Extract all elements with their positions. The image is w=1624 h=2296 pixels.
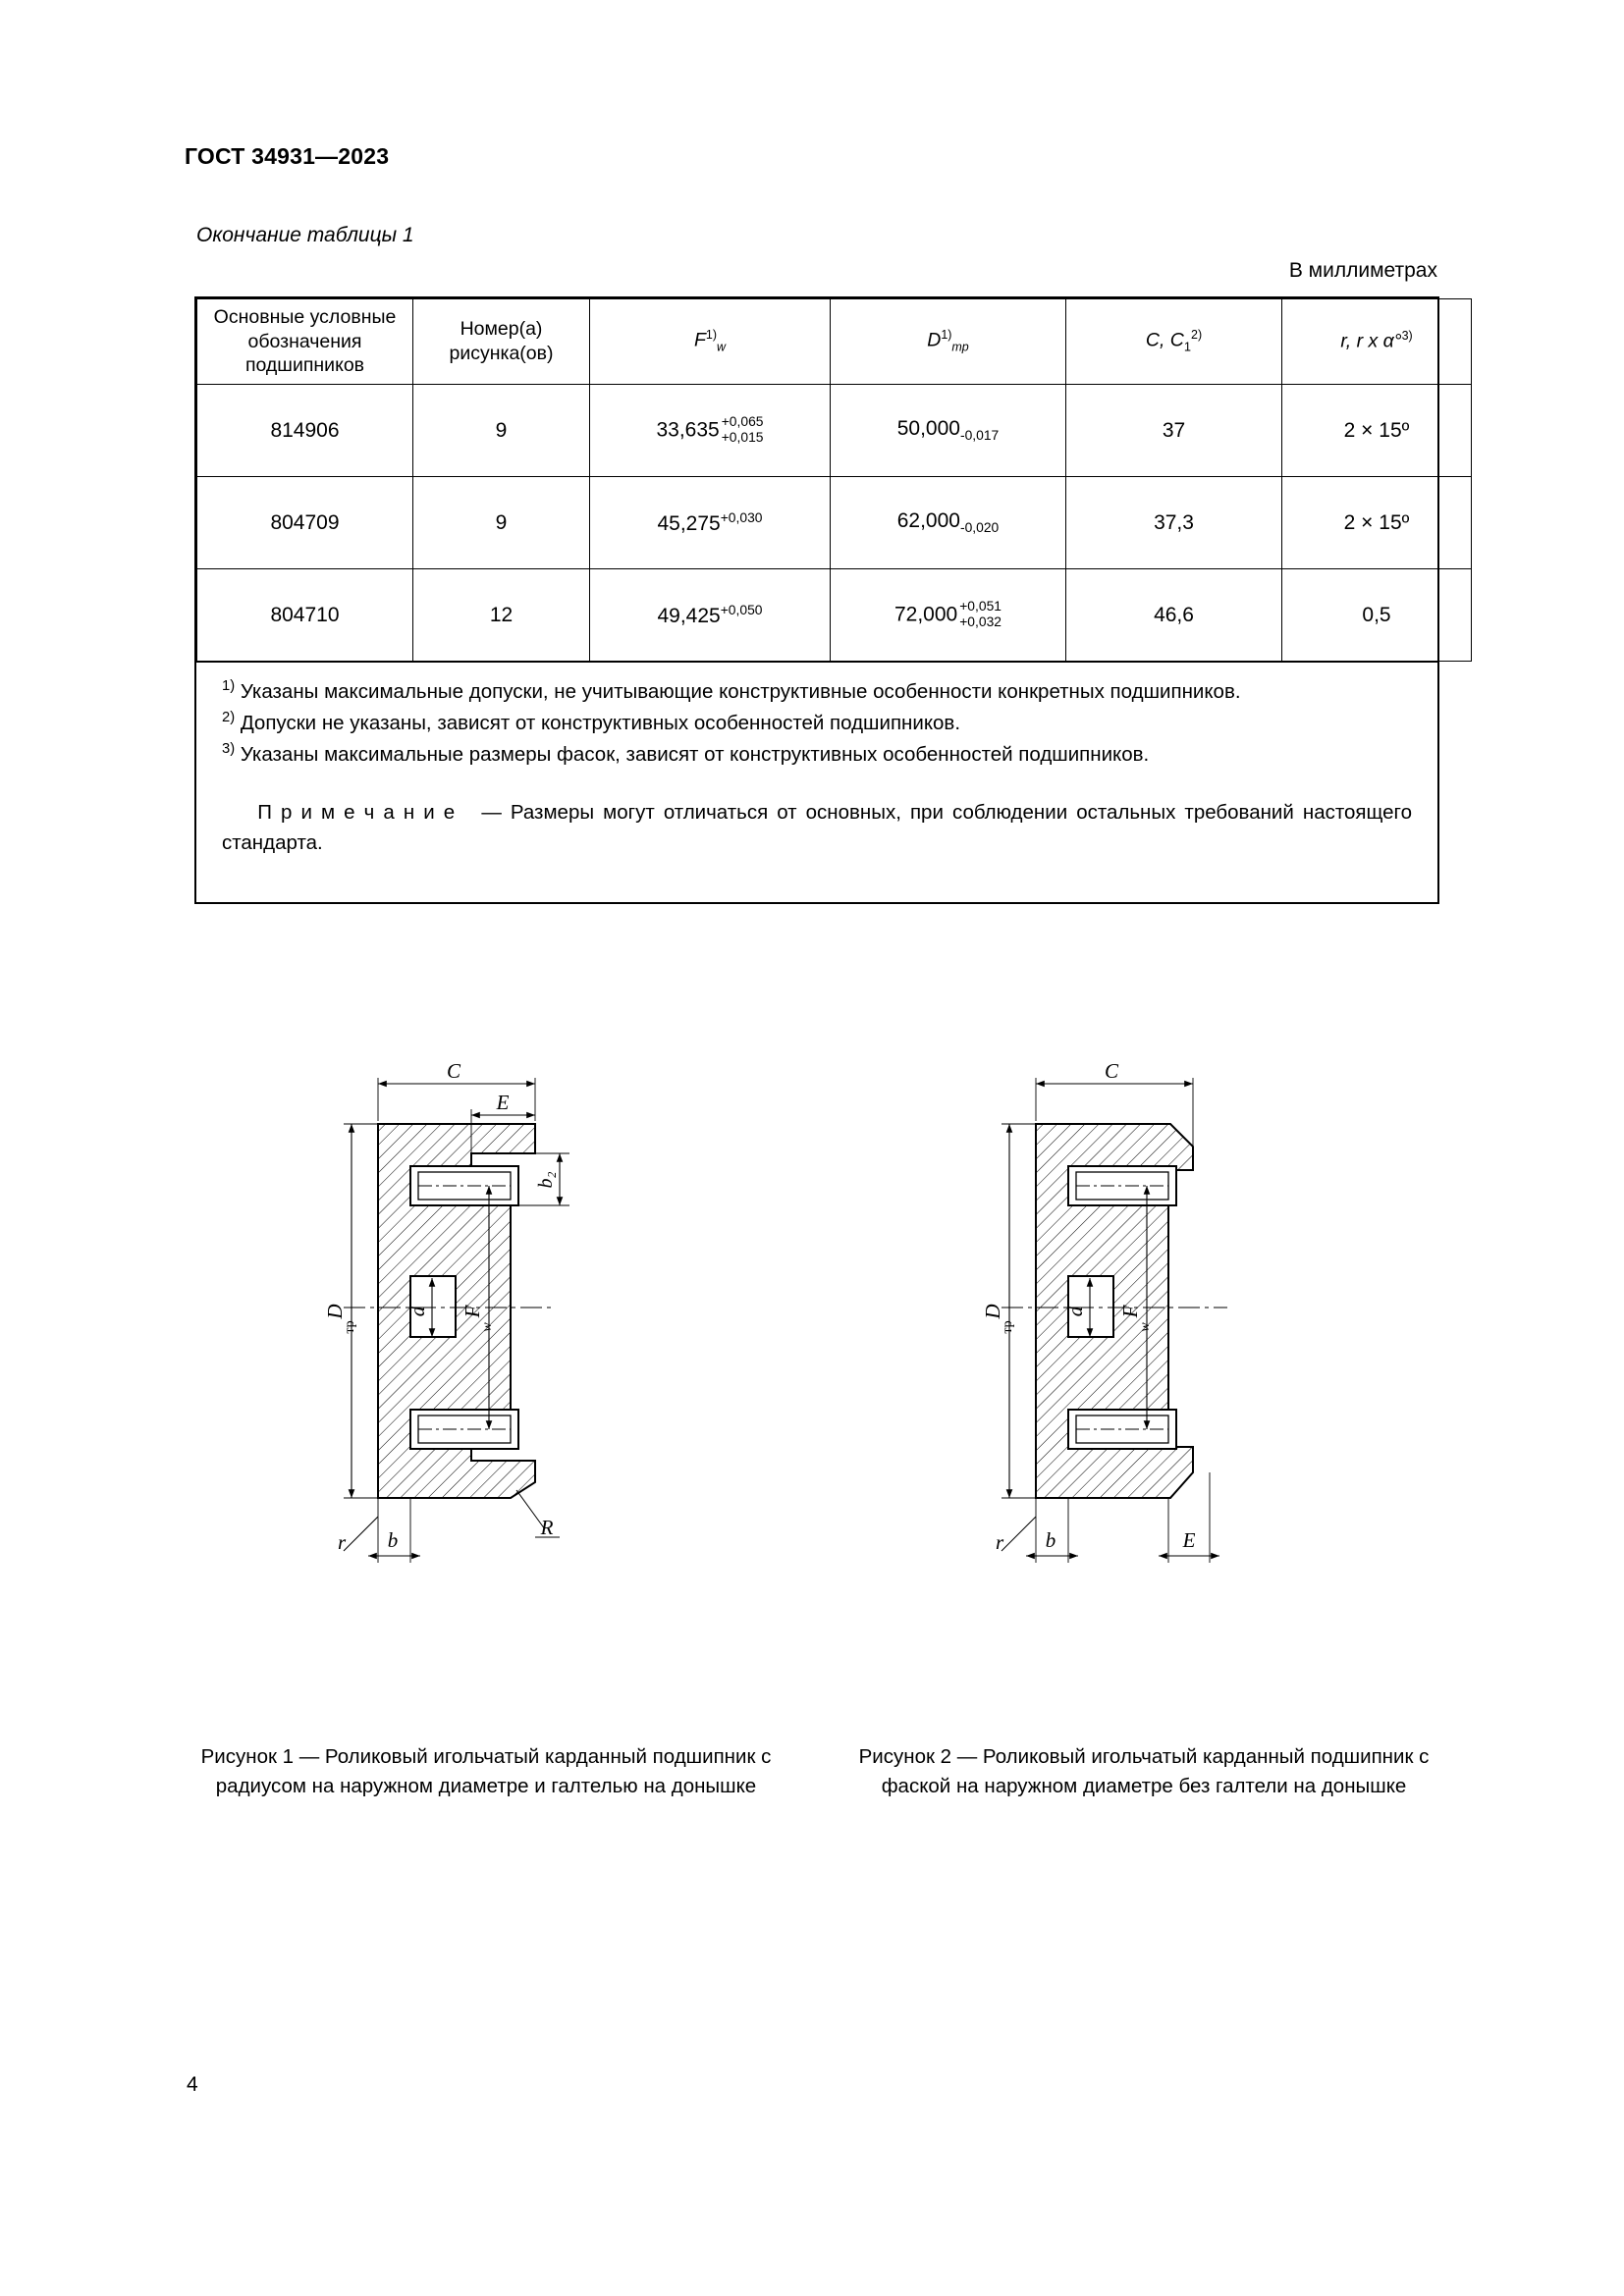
figure2-label-E: E	[1182, 1528, 1196, 1552]
header-Fw-sup: 1)	[705, 327, 717, 342]
table-row	[197, 385, 1472, 477]
figure1-label-b2: b₂	[535, 1171, 557, 1189]
note-label: П р и м е ч а н и е	[257, 800, 456, 824]
cell-Fw	[590, 477, 831, 569]
header-Fw-sub: w	[717, 340, 727, 354]
footnote-1	[222, 676, 1412, 706]
figure2-leader-r	[1001, 1517, 1036, 1551]
table-row	[197, 477, 1472, 569]
figure1-label-Dmp-sub: тр	[343, 1320, 357, 1334]
figure1-label-Fw-sub: w	[480, 1322, 495, 1332]
table-body	[197, 385, 1472, 662]
figure2-label-b: b	[1045, 1528, 1056, 1552]
header-Fw-symbol: F	[693, 329, 706, 351]
cell-Fw	[590, 385, 831, 477]
figure2-label-d: d	[1063, 1306, 1087, 1317]
cell-r: 0,5	[1282, 569, 1472, 662]
standard-number: ГОСТ 34931—2023	[185, 143, 390, 169]
table-note-paragraph	[222, 798, 1412, 859]
figure1-leader-r	[344, 1517, 378, 1551]
page-number: 4	[187, 2073, 198, 2096]
figure-1-drawing	[324, 1060, 835, 1693]
header-Dmp	[831, 299, 1066, 385]
footnote-2-mark: 2)	[222, 709, 236, 725]
cell-Dmp-tol-upper: +0,051	[959, 597, 1001, 614]
header-Dmp-sup: 1)	[941, 327, 952, 342]
note-text: Размеры могут отличаться от основных, при соблюдении остальных требований настоящего стандарта.	[222, 800, 1412, 854]
cell-Fw-tol-upper: +0,030	[720, 509, 763, 525]
table-caption: Окончание таблицы 1	[196, 224, 414, 246]
footnote-3-text: Указаны максимальные размеры фасок, зависят от конструктивных особенностей подшипников.	[235, 742, 1150, 766]
cell-Fw-tol-upper: +0,065	[721, 412, 764, 429]
cell-C: 37,3	[1066, 477, 1282, 569]
figure-2-caption: Рисунок 2 — Роликовый игольчатый карданный подшипник с фаской на наружном диаметре без галтели на донышке	[858, 1745, 1430, 1797]
footnote-1-mark: 1)	[222, 678, 236, 694]
figure1-label-E: E	[496, 1091, 510, 1114]
cell-Dmp	[831, 477, 1066, 569]
footnote-2	[222, 708, 1412, 737]
header-r	[1282, 299, 1472, 385]
cell-Dmp	[831, 569, 1066, 662]
table-header-row	[197, 299, 1472, 385]
header-r-sup: 3)	[1401, 329, 1413, 344]
cell-Fw-tolerance	[722, 414, 764, 446]
figure1-label-R: R	[540, 1516, 554, 1539]
table-1-continuation	[194, 296, 1439, 904]
cell-Dmp	[831, 385, 1066, 477]
figure1-label-Fw: F	[460, 1305, 484, 1318]
cell-designation: 804709	[197, 477, 413, 569]
header-Dmp-symbol: D	[927, 329, 942, 351]
table-row	[197, 569, 1472, 662]
bearing-dimensions-table	[196, 298, 1472, 662]
figure-2-drawing	[982, 1060, 1492, 1693]
cell-designation: 814906	[197, 385, 413, 477]
cell-C: 37	[1066, 385, 1282, 477]
cell-figure: 9	[413, 477, 590, 569]
header-r-symbol: r, r x α°	[1340, 330, 1402, 352]
cell-Fw-tol-lower: +0,015	[721, 428, 764, 445]
figure2-label-Dmp: D	[982, 1304, 1004, 1319]
figure2-label-C: C	[1104, 1060, 1119, 1083]
header-C1-sub: 1	[1183, 339, 1192, 354]
figure1-label-d: d	[406, 1306, 429, 1317]
figure1-label-Dmp: D	[324, 1304, 347, 1319]
table-notes	[196, 662, 1437, 902]
cell-r: 2 × 15º	[1282, 477, 1472, 569]
note-dash: —	[481, 800, 502, 824]
cell-Fw-value: 45,275	[657, 512, 721, 535]
cell-Dmp-value: 72,000	[893, 603, 958, 626]
header-figure-number: Номер(а) рисунка(ов)	[413, 299, 590, 385]
footnote-3-mark: 3)	[222, 740, 236, 757]
cell-Dmp-tolerance	[959, 599, 1001, 630]
figure-1-caption: Рисунок 1 — Роликовый игольчатый карданный подшипник с радиусом на наружном диаметре и галтелью на донышке	[200, 1745, 772, 1797]
figure2-label-Dmp-sub: тр	[1001, 1320, 1015, 1334]
figure1-label-C: C	[446, 1060, 461, 1083]
figure2-label-r: r	[996, 1530, 1004, 1554]
footnote-1-text: Указаны максимальные допуски, не учитывающие конструктивные особенности конкретных подшипников.	[235, 679, 1241, 703]
figure2-label-Fw-sub: w	[1138, 1322, 1153, 1332]
cell-Dmp-value: 50,000	[896, 417, 960, 441]
units-note: В миллиметрах	[1288, 259, 1437, 282]
cell-Dmp-value: 62,000	[896, 509, 960, 533]
figure1-label-b: b	[387, 1528, 399, 1552]
header-C	[1066, 299, 1282, 385]
footnote-2-text: Допуски не указаны, зависят от конструктивных особенностей подшипников.	[235, 711, 961, 734]
cell-C: 46,6	[1066, 569, 1282, 662]
header-Fw	[590, 299, 831, 385]
cell-Dmp-tol-lower: -0,017	[959, 427, 1000, 444]
figure2-label-Fw: F	[1118, 1305, 1142, 1318]
cell-Dmp-tol-lower: -0,020	[959, 519, 1000, 536]
header-C-symbol: C, C	[1145, 329, 1184, 351]
figure1-label-r: r	[338, 1530, 347, 1554]
cell-figure: 9	[413, 385, 590, 477]
cell-r: 2 × 15º	[1282, 385, 1472, 477]
table-head	[197, 299, 1472, 385]
cell-Fw-tol-upper: +0,050	[720, 602, 763, 617]
cell-designation: 804710	[197, 569, 413, 662]
cell-Fw	[590, 569, 831, 662]
cell-Fw-value: 33,635	[656, 418, 720, 442]
header-Dmp-sub: mp	[951, 340, 969, 354]
cell-Fw-value: 49,425	[657, 605, 721, 627]
cell-Dmp-tol-lower: +0,032	[959, 613, 1001, 629]
footnote-3	[222, 739, 1412, 769]
header-designation: Основные условные обозначения подшипников	[197, 299, 413, 385]
header-C-sup: 2)	[1191, 328, 1203, 343]
cell-figure: 12	[413, 569, 590, 662]
